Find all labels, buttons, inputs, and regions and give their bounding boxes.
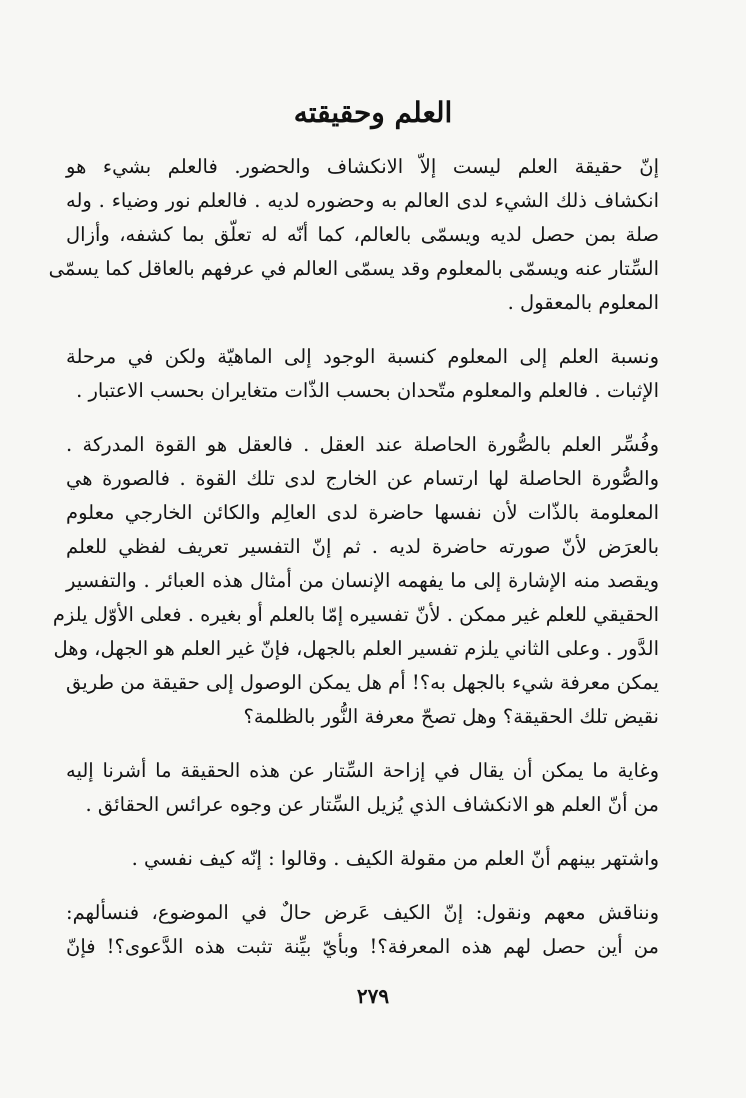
page-number: ٢٧٩ xyxy=(356,984,390,1008)
text-line: الحقيقي للعلم غير ممكن . لأنّ تفسيره إمّا بالعلم أو بغيره . فعلى الأوّل يلزم xyxy=(52,603,659,626)
text-line: إنّ حقيقة العلم ليست إلاّ الانكشاف والحضور. فالعلم بشيء هو xyxy=(66,155,659,178)
page-title: العلم وحقيقته xyxy=(293,96,453,129)
paragraph xyxy=(52,428,681,734)
text-line: نقيض تلك الحقيقة؟ وهل تصحّ معرفة النُّور بالظلمة؟ xyxy=(243,705,659,728)
text-line: انكشاف ذلك الشيء لدى العالم به وحضوره لديه . فالعلم نور وضياء . وله xyxy=(66,189,659,212)
page-body xyxy=(48,150,681,984)
text-line: من أين حصل لهم هذه المعرفة؟! وبأيّ بيِّنة تثبت هذه الدَّعوى؟! فإنّ xyxy=(66,935,659,958)
paragraph xyxy=(66,340,681,408)
text-line: والصُّورة الحاصلة لها ارتسام عن الخارج لدى تلك القوة . فالصورة هي xyxy=(66,467,659,490)
paragraph xyxy=(48,150,681,320)
paragraph xyxy=(66,842,681,876)
text-line: ونناقش معهم ونقول: إنّ الكيف عَرض حالٌ في الموضوع، فنسألهم: xyxy=(66,901,659,924)
text-line: بالعرَض لأنّ صورته حاضرة لديه . ثم إنّ التفسير تعريف لفظي للعلم xyxy=(66,535,659,558)
text-line: المعلوم بالمعقول . xyxy=(507,291,659,314)
text-line: وغاية ما يمكن أن يقال في إزاحة السِّتار عن هذه الحقيقة ما أشرنا إليه xyxy=(66,759,659,782)
text-line: صلة بمن حصل لديه ويسمّى بالعالم، كما أنّه له تعلّق بما كشفه، وأزال xyxy=(66,223,659,246)
text-line: الدَّور . وعلى الثاني يلزم تفسير العلم بالجهل، فإنّ غير العلم هو الجهل، وهل xyxy=(53,637,659,660)
paragraph xyxy=(66,754,681,822)
text-line: وفُسِّر العلم بالصُّورة الحاصلة عند العقل . فالعقل هو القوة المدركة . xyxy=(66,433,659,456)
text-line: واشتهر بينهم أنّ العلم من مقولة الكيف . وقالوا : إنّه كيف نفسي . xyxy=(131,847,659,870)
text-line: يمكن معرفة شيء بالجهل به؟! أم هل يمكن الوصول إلى حقيقة من طريق xyxy=(66,671,659,694)
text-line: المعلومة بالذّات لأن نفسها حاضرة لدى العالِم والكائن الخارجي معلوم xyxy=(66,501,659,524)
text-line: السِّتار عنه ويسمّى بالمعلوم وقد يسمّى العالم في عرفهم بالعاقل كما يسمّى xyxy=(48,257,659,280)
text-line: من أنّ العلم هو الانكشاف الذي يُزيل السِّتار عن وجوه عرائس الحقائق . xyxy=(85,793,659,816)
paragraph xyxy=(66,896,681,964)
text-line: الإثبات . فالعلم والمعلوم متّحدان بحسب الذّات متغايران بحسب الاعتبار . xyxy=(76,379,659,402)
text-line: ويقصد منه الإشارة إلى ما يفهمه الإنسان من أمثال هذه العبائر . والتفسير xyxy=(66,569,659,592)
text-line: ونسبة العلم إلى المعلوم كنسبة الوجود إلى الماهيّة ولكن في مرحلة xyxy=(66,345,659,368)
